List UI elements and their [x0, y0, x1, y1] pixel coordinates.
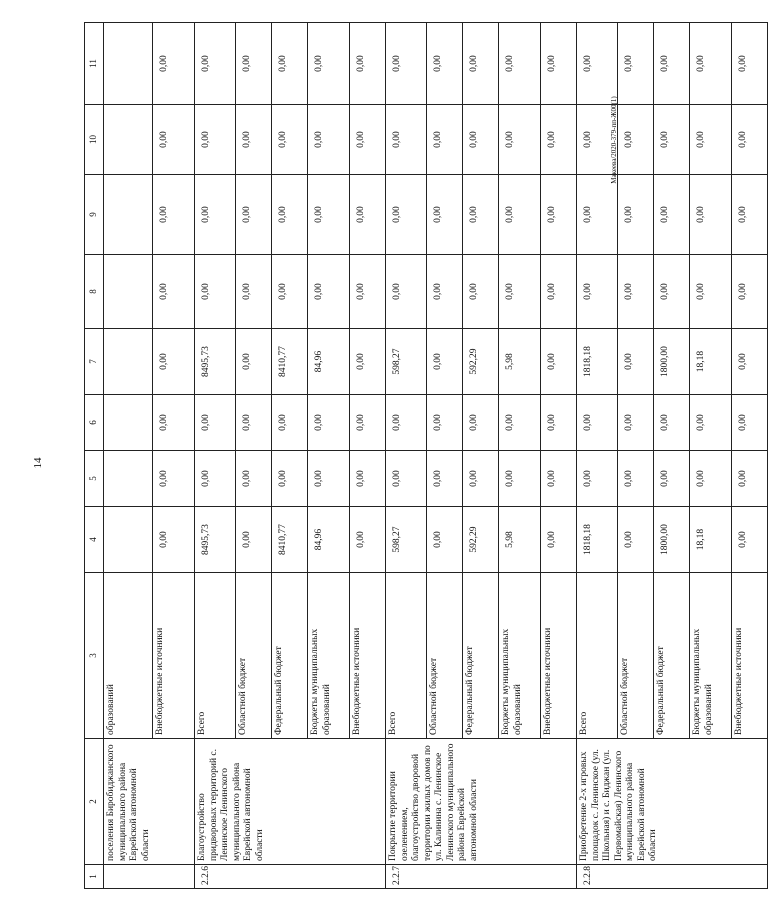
row-code-cell: 2.2.8 — [577, 865, 768, 889]
value-cell: 0,00 — [499, 23, 541, 105]
value-cell: 0,00 — [195, 175, 236, 255]
value-cell: 0,00 — [308, 23, 350, 105]
value-cell: 0,00 — [541, 23, 577, 105]
value-cell: 0,00 — [195, 105, 236, 175]
document-code: Макеева/2020-379-пп-Ж00(1) — [610, 96, 618, 184]
value-cell: 0,00 — [463, 105, 499, 175]
value-cell: 0,00 — [272, 255, 308, 329]
value-cell: 8495,73 — [195, 329, 236, 395]
value-cell: 0,00 — [577, 255, 618, 329]
value-cell: 0,00 — [153, 507, 195, 573]
value-cell: 0,00 — [499, 255, 541, 329]
value-cell: 0,00 — [618, 23, 654, 105]
value-cell: 0,00 — [308, 451, 350, 507]
value-cell: 0,00 — [577, 175, 618, 255]
value-cell: 0,00 — [153, 23, 195, 105]
value-cell: 0,00 — [272, 175, 308, 255]
value-cell: 0,00 — [427, 395, 463, 451]
value-cell: 0,00 — [153, 395, 195, 451]
source-cell: Бюджеты муниципальных образований — [308, 573, 350, 739]
source-cell: Всего — [195, 573, 236, 739]
value-cell: 0,00 — [541, 507, 577, 573]
value-cell: 0,00 — [350, 175, 386, 255]
value-cell: 0,00 — [577, 105, 618, 175]
row-code-cell — [104, 865, 195, 889]
value-cell: 0,00 — [541, 395, 577, 451]
value-cell: 0,00 — [153, 255, 195, 329]
value-cell: 592,29 — [463, 329, 499, 395]
value-cell: 0,00 — [350, 395, 386, 451]
value-cell: 0,00 — [350, 23, 386, 105]
value-cell: 0,00 — [690, 175, 732, 255]
value-cell: 0,00 — [732, 395, 768, 451]
value-cell: 0,00 — [427, 255, 463, 329]
value-cell: 0,00 — [463, 395, 499, 451]
column-header: 1 — [85, 865, 104, 889]
value-cell: 0,00 — [618, 451, 654, 507]
value-cell: 0,00 — [618, 395, 654, 451]
value-cell: 598,27 — [386, 329, 427, 395]
value-cell: 0,00 — [732, 23, 768, 105]
description-cell: Благоустройство придворовых территорий с. Ленинское Ленинского муниципального района Еврейской автономной области — [195, 739, 386, 865]
value-cell: 0,00 — [308, 105, 350, 175]
column-header: 3 — [85, 573, 104, 739]
source-cell: Внебюджетные источники — [153, 573, 195, 739]
column-header: 9 — [85, 175, 104, 255]
value-cell: 0,00 — [153, 175, 195, 255]
value-cell: 0,00 — [541, 105, 577, 175]
value-cell: 0,00 — [427, 175, 463, 255]
value-cell: 0,00 — [236, 105, 272, 175]
value-cell: 0,00 — [236, 255, 272, 329]
value-cell: 0,00 — [236, 451, 272, 507]
column-header: 11 — [85, 23, 104, 105]
value-cell: 0,00 — [350, 255, 386, 329]
budget-table — [84, 22, 768, 889]
value-cell: 0,00 — [732, 451, 768, 507]
row-code-cell: 2.2.6 — [195, 865, 386, 889]
value-cell: 0,00 — [386, 395, 427, 451]
source-cell: образований — [104, 573, 153, 739]
value-cell: 0,00 — [732, 329, 768, 395]
value-cell: 8495,73 — [195, 507, 236, 573]
value-cell: 0,00 — [541, 451, 577, 507]
value-cell: 0,00 — [618, 175, 654, 255]
value-cell: 0,00 — [654, 105, 690, 175]
header-row — [85, 23, 104, 889]
value-cell: 0,00 — [499, 451, 541, 507]
value-cell: 0,00 — [350, 105, 386, 175]
source-cell: Бюджеты муниципальных образований — [690, 573, 732, 739]
value-cell: 0,00 — [350, 451, 386, 507]
value-cell: 0,00 — [195, 255, 236, 329]
value-cell: 0,00 — [153, 329, 195, 395]
value-cell: 0,00 — [153, 451, 195, 507]
value-cell: 5,98 — [499, 507, 541, 573]
value-cell: 8410,77 — [272, 329, 308, 395]
column-header: 4 — [85, 507, 104, 573]
source-cell: Всего — [386, 573, 427, 739]
value-cell: 0,00 — [499, 175, 541, 255]
value-cell: 0,00 — [236, 395, 272, 451]
value-cell: 0,00 — [654, 395, 690, 451]
value-cell: 0,00 — [654, 175, 690, 255]
value-cell: 0,00 — [690, 451, 732, 507]
source-cell: Федеральный бюджет — [654, 573, 690, 739]
source-cell: Внебюджетные источники — [541, 573, 577, 739]
source-cell: Внебюджетные источники — [732, 573, 768, 739]
value-cell: 1800,00 — [654, 507, 690, 573]
value-cell: 0,00 — [195, 451, 236, 507]
source-cell: Всего — [577, 573, 618, 739]
value-cell: 598,27 — [386, 507, 427, 573]
value-cell: 0,00 — [236, 23, 272, 105]
value-cell: 592,29 — [463, 507, 499, 573]
value-cell: 0,00 — [308, 255, 350, 329]
value-cell: 0,00 — [690, 23, 732, 105]
value-cell: 0,00 — [541, 329, 577, 395]
value-cell: 0,00 — [541, 255, 577, 329]
table-row — [386, 23, 427, 889]
value-cell: 1800,00 — [654, 329, 690, 395]
value-cell: 0,00 — [236, 175, 272, 255]
value-cell: 0,00 — [386, 175, 427, 255]
description-cell: Покрытие территории озеленением, благоустройство дворовой территории жилых домов по ул. Калинина с. Ленинское Ленинского муниципального района Еврейской автономной области — [386, 739, 577, 865]
value-cell: 0,00 — [463, 451, 499, 507]
source-cell: Федеральный бюджет — [463, 573, 499, 739]
column-header: 8 — [85, 255, 104, 329]
value-cell: 0,00 — [386, 255, 427, 329]
column-header: 5 — [85, 451, 104, 507]
value-cell: 0,00 — [195, 395, 236, 451]
value-cell: 0,00 — [577, 451, 618, 507]
value-cell: 0,00 — [732, 175, 768, 255]
value-cell: 18,18 — [690, 329, 732, 395]
value-cell: 84,96 — [308, 329, 350, 395]
value-cell: 1818,18 — [577, 507, 618, 573]
value-cell: 0,00 — [272, 23, 308, 105]
value-cell: 0,00 — [618, 255, 654, 329]
value-cell: 0,00 — [499, 395, 541, 451]
value-cell: 0,00 — [577, 23, 618, 105]
value-cell: 18,18 — [690, 507, 732, 573]
value-cell: 0,00 — [308, 175, 350, 255]
value-cell: 0,00 — [272, 105, 308, 175]
value-cell: 0,00 — [427, 329, 463, 395]
value-cell: 0,00 — [732, 507, 768, 573]
row-code-cell: 2.2.7 — [386, 865, 577, 889]
value-cell: 0,00 — [690, 255, 732, 329]
column-header: 7 — [85, 329, 104, 395]
page-number: 14 — [32, 457, 44, 469]
value-cell: 8410,77 — [272, 507, 308, 573]
table-row — [195, 23, 236, 889]
source-cell: Внебюджетные источники — [350, 573, 386, 739]
description-cell: Приобретение 2-х игровых площадок с. Ленинское (ул. Школьная) и с. Биджан (ул. Первомайская) Ленинского муниципального района Еврейской автономной области — [577, 739, 768, 865]
value-cell: 0,00 — [654, 255, 690, 329]
value-cell: 0,00 — [427, 451, 463, 507]
source-cell: Областной бюджет — [618, 573, 654, 739]
value-cell: 0,00 — [618, 105, 654, 175]
value-cell: 1818,18 — [577, 329, 618, 395]
value-cell: 84,96 — [308, 507, 350, 573]
table-row — [577, 23, 618, 889]
value-cell: 0,00 — [618, 329, 654, 395]
continuation-row — [104, 23, 153, 889]
value-cell: 0,00 — [541, 175, 577, 255]
value-cell: 0,00 — [618, 507, 654, 573]
value-cell: 0,00 — [308, 395, 350, 451]
value-cell: 0,00 — [386, 23, 427, 105]
value-cell: 0,00 — [195, 23, 236, 105]
value-cell: 0,00 — [153, 105, 195, 175]
value-cell: 0,00 — [732, 105, 768, 175]
value-cell: 0,00 — [499, 105, 541, 175]
source-cell: Федеральный бюджет — [272, 573, 308, 739]
value-cell: 0,00 — [350, 329, 386, 395]
source-cell: Бюджеты муниципальных образований — [499, 573, 541, 739]
value-cell: 0,00 — [577, 395, 618, 451]
source-cell: Областной бюджет — [427, 573, 463, 739]
value-cell: 0,00 — [236, 507, 272, 573]
value-cell: 0,00 — [236, 329, 272, 395]
value-cell: 0,00 — [463, 23, 499, 105]
value-cell: 0,00 — [654, 23, 690, 105]
column-header: 6 — [85, 395, 104, 451]
source-cell: Областной бюджет — [236, 573, 272, 739]
value-cell: 0,00 — [427, 507, 463, 573]
value-cell: 0,00 — [427, 23, 463, 105]
column-header: 10 — [85, 105, 104, 175]
value-cell: 0,00 — [427, 105, 463, 175]
value-cell: 5,98 — [499, 329, 541, 395]
value-cell: 0,00 — [654, 451, 690, 507]
value-cell: 0,00 — [690, 395, 732, 451]
value-cell: 0,00 — [463, 175, 499, 255]
value-cell: 0,00 — [272, 451, 308, 507]
value-cell: 0,00 — [386, 105, 427, 175]
value-cell: 0,00 — [272, 395, 308, 451]
value-cell: 0,00 — [386, 451, 427, 507]
description-cell: поселения Биробиджанского муниципального района Еврейской автономной области — [104, 739, 195, 865]
column-header: 2 — [85, 739, 104, 865]
value-cell: 0,00 — [463, 255, 499, 329]
value-cell: 0,00 — [732, 255, 768, 329]
value-cell: 0,00 — [690, 105, 732, 175]
value-cell: 0,00 — [350, 507, 386, 573]
